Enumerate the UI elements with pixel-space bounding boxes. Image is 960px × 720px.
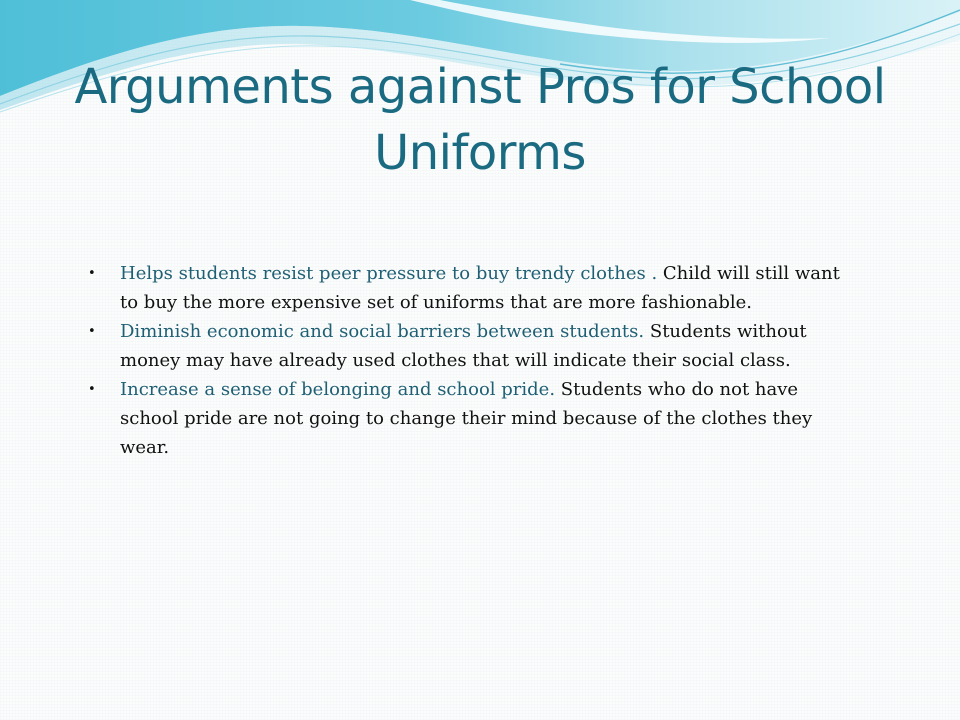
counter-argument: Child will still want to buy the more expensive set of uniforms that are more fashionable.	[120, 263, 840, 313]
bullet-dot-icon: •	[88, 266, 96, 281]
counter-argument: Students without money may have already used clothes that will indicate their social class.	[120, 321, 807, 371]
bullet-list	[88, 259, 848, 462]
bullet-dot-icon: •	[88, 324, 96, 339]
pro-argument: Increase a sense of belonging and school pride.	[120, 379, 556, 400]
bullet-item	[88, 317, 848, 375]
bullet-dot-icon: •	[88, 382, 96, 397]
slide-title: Arguments against Pros for School Uniforms	[74, 59, 886, 181]
counter-argument: Students who do not have school pride are not going to change their mind because of the clothes they wear.	[120, 379, 813, 458]
bullet-item	[88, 375, 848, 462]
pro-argument: Diminish economic and social barriers between students.	[120, 321, 645, 342]
pro-argument: Helps students resist peer pressure to buy trendy clothes .	[120, 263, 658, 284]
bullet-item	[88, 259, 848, 317]
